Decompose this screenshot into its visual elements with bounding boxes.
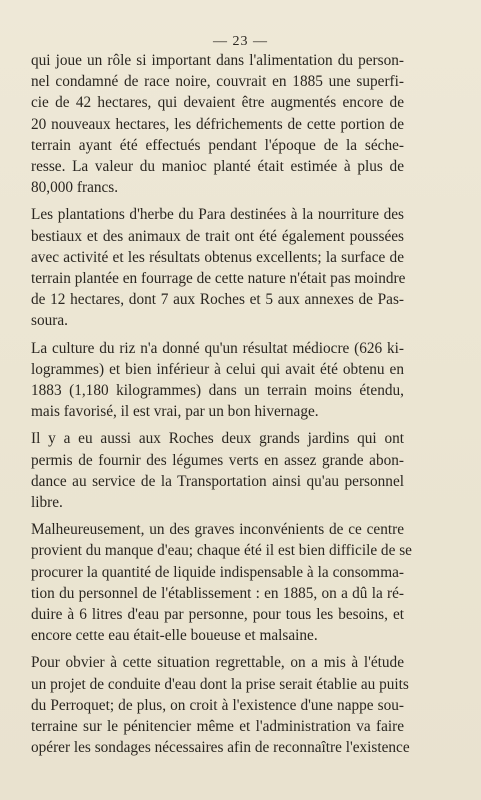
text-line: permis de fournir des légumes verts en assez grande abon-	[31, 451, 404, 469]
body-text	[31, 50, 412, 765]
text-line: provient du manque d'eau; chaque été il est bien difficile de se	[31, 542, 412, 560]
text-line: terraine sur le pénitencier même et l'administration va faire	[31, 718, 404, 736]
text-line: logrammes) et bien inférieur à celui qui avait été obtenu en	[31, 360, 404, 378]
text-line: de 12 hectares, dont 7 aux Roches et 5 aux annexes de Pas-	[31, 291, 404, 309]
paragraph	[31, 428, 404, 513]
text-line: soura.	[31, 312, 68, 330]
text-line: un projet de conduite d'eau dont la prise serait établie au puits	[31, 675, 409, 693]
text-line: Pour obvier à cette situation regrettable, on a mis à l'étude	[31, 654, 404, 672]
text-line: 80,000 francs.	[31, 179, 119, 197]
text-line: qui joue un rôle si important dans l'alimentation du person-	[31, 52, 404, 69]
text-line: libre.	[31, 494, 63, 512]
text-line: mais favorisé, il est vrai, par un bon hivernage.	[31, 403, 319, 421]
text-line: La culture du riz n'a donné qu'un résultat médiocre (626 ki-	[31, 339, 404, 357]
text-line: cie de 42 hectares, qui devaient être augmentés encore de	[31, 94, 404, 112]
text-line: 1883 (1,180 kilogrammes) dans un terrain moins étendu,	[31, 382, 404, 400]
text-line: 20 nouveaux hectares, les défrichements de cette portion de	[31, 115, 404, 133]
text-line: encore cette eau était-elle boueuse et malsaine.	[31, 627, 318, 645]
paragraph	[31, 50, 404, 198]
text-line: Malheureusement, un des graves inconvénients de ce centre	[31, 521, 404, 539]
text-line: duire à 6 litres d'eau par personne, pour tous les besoins, et	[31, 606, 404, 624]
text-line: procurer la quantité de liquide indispensable à la consomma-	[31, 563, 404, 581]
text-line: tion du personnel de l'établissement : en 1885, on a dû la ré-	[31, 584, 404, 602]
text-line: bestiaux et des animaux de trait ont été également poussées	[31, 227, 404, 245]
paragraph	[31, 204, 404, 331]
text-line: opérer les sondages nécessaires afin de reconnaître l'existence	[31, 739, 410, 757]
text-line: resse. La valeur du manioc planté était estimée à plus de	[31, 158, 404, 176]
text-line: terrain plantée en fourrage de cette nature n'était pas moindre	[31, 270, 406, 288]
paragraph	[31, 519, 412, 646]
text-line: du Perroquet; de plus, on croit à l'existence d'une nappe sou-	[31, 696, 404, 714]
text-line: avec activité et les résultats obtenus excellents; la surface de	[31, 248, 404, 266]
text-line: nel condamné de race noire, couvrait en 1885 une superfi-	[31, 73, 404, 91]
text-line: dance au service de la Transportation ainsi qu'au personnel	[31, 472, 404, 490]
text-line: Les plantations d'herbe du Para destinées à la nourriture des	[31, 206, 404, 224]
paragraph	[31, 652, 410, 758]
text-line: Il y a eu aussi aux Roches deux grands jardins qui ont	[31, 430, 404, 448]
text-line: terrain ayant été effectués pendant l'époque de la séche-	[31, 136, 404, 154]
paragraph	[31, 338, 404, 423]
page-number: — 23 —	[213, 34, 268, 49]
